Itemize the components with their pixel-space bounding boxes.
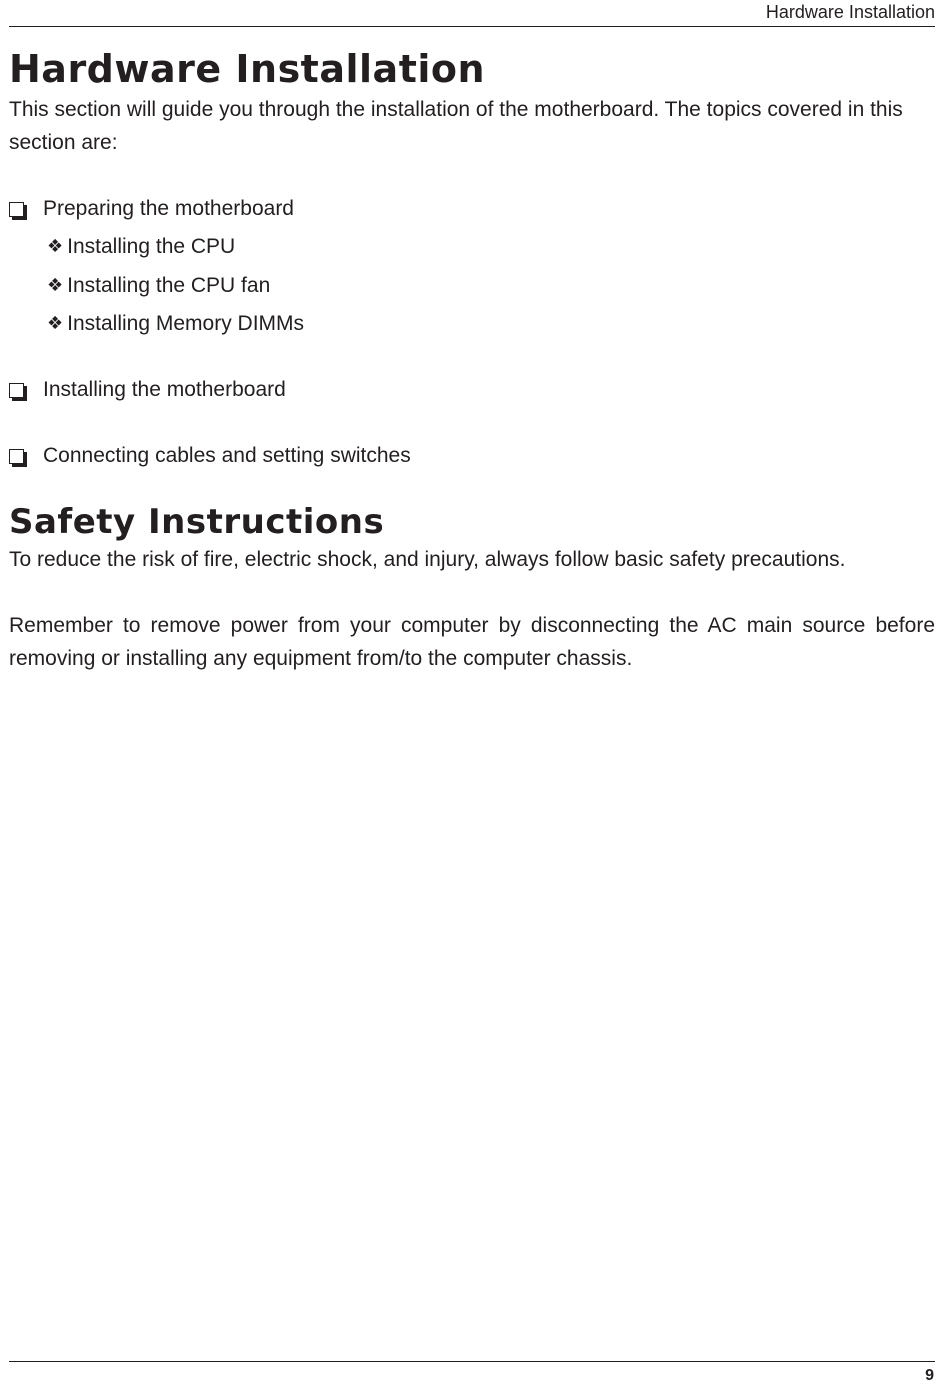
topic-label: Connecting cables and setting switches — [43, 444, 411, 467]
section-title-hardware-installation: Hardware Installation — [9, 47, 486, 91]
header-rule — [9, 26, 935, 27]
four-diamond-bullet-icon: ❖ — [47, 236, 64, 256]
checkbox-bullet-icon — [9, 383, 24, 398]
page-number: 9 — [925, 1367, 934, 1384]
intro-paragraph: This section will guide you through the installation of the motherboard. The topics covered in this section are: — [9, 98, 903, 154]
safety-paragraph-risk: To reduce the risk of fire, electric shock, and injury, always follow basic safety precautions. — [9, 548, 846, 571]
checkbox-bullet-icon — [9, 202, 24, 217]
topic-item — [9, 379, 286, 400]
subtopic-label: Installing the CPU — [67, 235, 236, 258]
subtopic-item — [47, 236, 235, 257]
four-diamond-bullet-icon: ❖ — [47, 313, 64, 333]
subtopic-item — [47, 313, 304, 334]
section-title-safety-instructions: Safety Instructions — [9, 502, 385, 542]
topic-label: Installing the motherboard — [43, 378, 286, 401]
checkbox-bullet-icon — [9, 449, 24, 464]
four-diamond-bullet-icon: ❖ — [47, 275, 64, 295]
running-header: Hardware Installation — [765, 2, 935, 22]
footer-rule — [9, 1361, 935, 1362]
subtopic-item — [47, 275, 270, 296]
safety-paragraph-power: Remember to remove power from your computer by disconnecting the AC main source before removing or installing any equipment from/to the computer chassis. — [9, 614, 935, 670]
subtopic-label: Installing Memory DIMMs — [67, 312, 305, 335]
topic-item — [9, 445, 411, 466]
topic-item — [9, 198, 294, 219]
subtopic-label: Installing the CPU fan — [67, 274, 271, 297]
topic-label: Preparing the motherboard — [43, 197, 294, 220]
